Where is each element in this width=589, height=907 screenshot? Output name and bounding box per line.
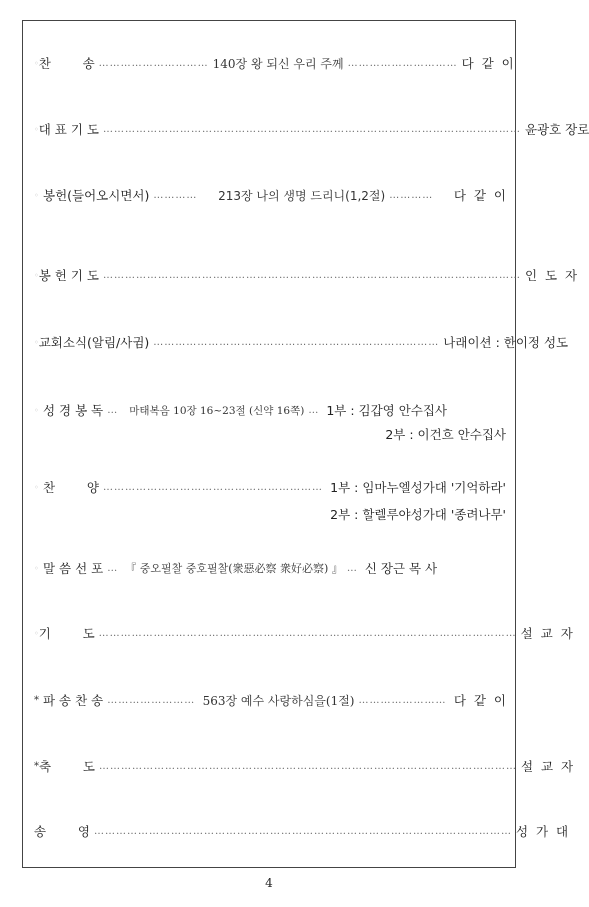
leader-dots: …………………………………………………………………………………………………… (102, 269, 521, 281)
item-label: 축 도 (39, 759, 95, 774)
order-item-announcements (34, 331, 569, 353)
order-item-closing-prayer (34, 622, 573, 644)
leader-dots: … (308, 404, 320, 416)
bullet-mark: ◦ (34, 337, 39, 347)
item-detail: 213장 나의 생명 드리니(1,2절) (218, 188, 386, 203)
item-label: 파 송 찬 송 (43, 693, 104, 708)
bullet-mark: ◦ (34, 405, 39, 415)
order-item-prayer (34, 118, 589, 140)
item-role: 나래이션 : 한이정 성도 (443, 335, 569, 350)
leader-dots: … (107, 562, 119, 574)
order-item-offering (34, 184, 506, 206)
leader-dots: ………………………… (347, 57, 458, 69)
item-role: 인 도 자 (524, 268, 578, 283)
order-item-sermon (34, 557, 506, 579)
order-item-benediction (34, 755, 574, 777)
item-role: 설 교 자 (520, 626, 573, 641)
item-role: 1부 : 김갑영 안수집사 (326, 403, 447, 418)
item-label: 대 표 기 도 (38, 122, 99, 137)
leader-dots: …………………………………………………………………………………………………… (102, 123, 521, 135)
asterisk-mark: * (34, 760, 39, 772)
bullet-mark: ◦ (34, 58, 39, 68)
leader-dots: …………………… (358, 694, 447, 706)
item-detail: 563장 예수 사랑하심을(1절) (202, 693, 355, 708)
leader-dots: …………………………………………………………………………………………………… (98, 760, 517, 772)
bullet-mark: ◦ (34, 124, 39, 134)
item-role: 신 장근 목 사 (364, 561, 438, 576)
bullet-mark: ◦ (34, 190, 39, 200)
item-detail: 마태복음 10장 16~23절 (신약 16쪽) (129, 404, 305, 417)
leader-dots: ………… (389, 189, 434, 201)
item-label: 기 도 (38, 626, 95, 641)
item-role: 다 같 이 (453, 693, 507, 708)
item-label: 봉헌(들어오시면서) (43, 188, 150, 203)
item-label: 찬 양 (43, 480, 99, 495)
leader-dots: … (346, 562, 358, 574)
leader-dots: … (107, 404, 119, 416)
item-label: 송 영 (34, 824, 90, 839)
order-item-choir (34, 476, 506, 498)
order-item-hymn (34, 52, 514, 74)
item-role: 윤광호 장로 (524, 122, 589, 137)
bullet-mark: ◦ (34, 482, 39, 492)
item-label: 봉 헌 기 도 (38, 268, 99, 283)
leader-dots: …………………… (107, 694, 196, 706)
leader-dots: …………………………………………………… (102, 481, 323, 493)
item-label: 성 경 봉 독 (43, 403, 104, 418)
leader-dots: …………………………………………………………………………………………………… (93, 825, 512, 837)
page-number: 4 (265, 876, 273, 890)
item-role: 설 교 자 (520, 759, 574, 774)
order-item-sending-hymn (34, 689, 506, 711)
item-label: 찬 송 (38, 56, 95, 71)
item-detail: 『 중오필찰 중호필찰(衆惡必察 衆好必察) 』 (125, 562, 343, 575)
item-role: 다 같 이 (453, 188, 507, 203)
item-label: 말 씀 선 포 (43, 561, 104, 576)
bullet-mark: ◦ (34, 628, 39, 638)
order-item-scripture (34, 399, 506, 421)
item-detail: 140장 왕 되신 우리 주께 (212, 56, 344, 71)
order-item-scripture-role2: 2부 : 이건흐 안수집사 (385, 427, 506, 442)
leader-dots: ………………………… (98, 57, 209, 69)
leader-dots: …………………………………………………………………………………………………… (98, 627, 517, 639)
item-role: 다 같 이 (461, 56, 514, 71)
bullet-mark: ◦ (34, 270, 39, 280)
order-item-choir-role2: 2부 : 할렐루야성가대 '종려나무' (330, 507, 506, 522)
item-label: 교회소식(알림/사귐) (38, 335, 150, 350)
asterisk-mark: * (34, 694, 39, 706)
leader-dots: …………………………………………………………………… (153, 336, 440, 348)
item-role: 성 가 대 (515, 824, 569, 839)
order-item-doxology (34, 820, 569, 842)
bullet-mark: ◦ (34, 563, 39, 573)
item-role: 1부 : 임마누엘성가대 '기억하라' (330, 480, 506, 495)
leader-dots: ………… (153, 189, 198, 201)
order-item-offering-prayer (34, 264, 578, 286)
